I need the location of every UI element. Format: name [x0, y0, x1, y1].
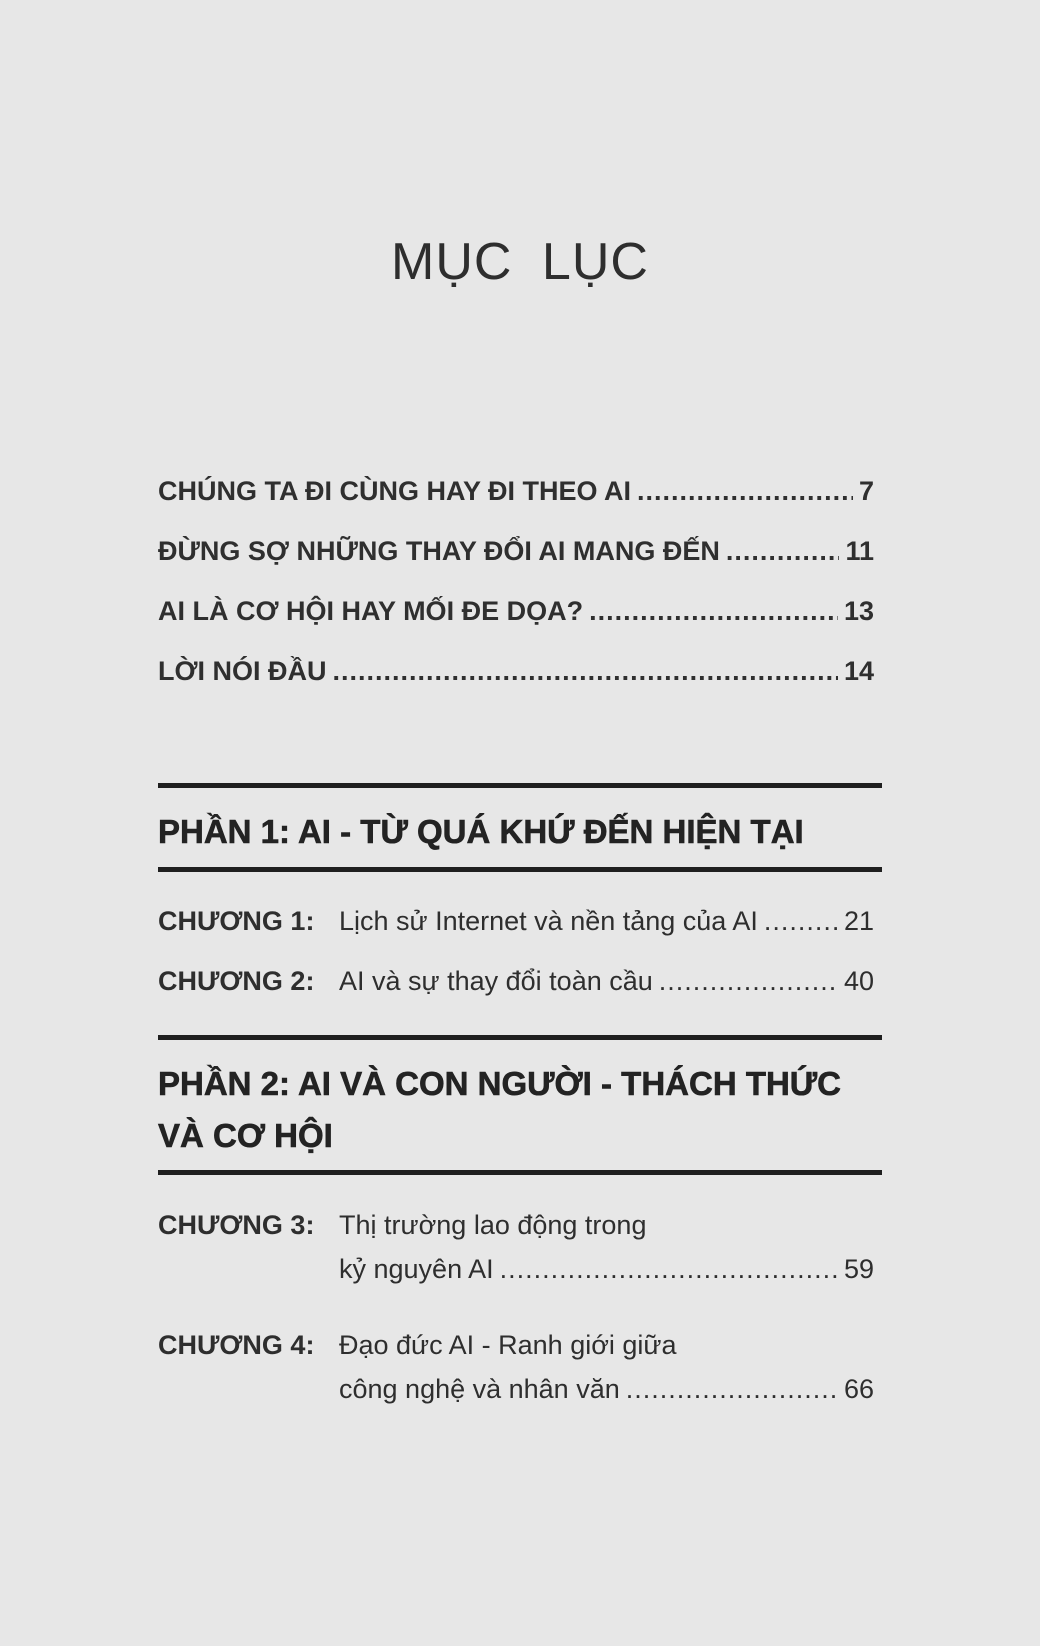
toc-entry[interactable] — [158, 476, 874, 516]
chapter-title: AI và sự thay đổi toàn cầu — [339, 966, 653, 996]
part-title[interactable] — [158, 806, 874, 858]
chapter-page: 40 — [843, 966, 874, 996]
dot-leader — [637, 476, 853, 507]
chapter-label: CHƯƠNG 1: — [158, 906, 315, 936]
dot-leader — [333, 656, 838, 687]
part-title-line: PHẦN 2: AI VÀ CON NGƯỜI - THÁCH THỨC — [158, 1065, 842, 1102]
toc-entry-label: ĐỪNG SỢ NHỮNG THAY ĐỔI AI MANG ĐẾN — [158, 536, 720, 566]
toc-entry-label: CHÚNG TA ĐI CÙNG HAY ĐI THEO AI — [158, 476, 632, 506]
toc-entry[interactable] — [158, 656, 874, 696]
part-divider — [158, 1170, 882, 1175]
chapter-title-cont: công nghệ và nhân văn — [339, 1374, 620, 1404]
chapter-title: Đạo đức AI - Ranh giới giữa — [339, 1330, 677, 1360]
toc-entry[interactable] — [158, 536, 874, 576]
toc-entry-page: 14 — [843, 656, 874, 686]
toc-entry-label: AI LÀ CƠ HỘI HAY MỐI ĐE DỌA? — [158, 596, 584, 626]
dot-leader — [500, 1254, 838, 1285]
chapter-label: CHƯƠNG 2: — [158, 966, 315, 996]
page-title: MỤC LỤC — [391, 233, 649, 291]
chapter-label: CHƯƠNG 4: — [158, 1330, 315, 1360]
part-divider — [158, 783, 882, 788]
chapter-title: Lịch sử Internet và nền tảng của AI — [339, 906, 758, 936]
toc-entry[interactable] — [158, 596, 874, 636]
dot-leader — [626, 1374, 838, 1405]
part-divider — [158, 1035, 882, 1040]
chapter-page: 66 — [843, 1374, 874, 1404]
toc-entry-label: LỜI NÓI ĐẦU — [158, 656, 327, 686]
chapter-label: CHƯƠNG 3: — [158, 1210, 315, 1240]
part-divider — [158, 867, 882, 872]
chapter-title: Thị trường lao động trong — [339, 1210, 647, 1240]
part-title[interactable] — [158, 1058, 874, 1162]
toc-entry-page: 13 — [843, 596, 874, 626]
chapter-page: 59 — [843, 1254, 874, 1284]
toc-entry-page: 7 — [858, 476, 874, 506]
dot-leader — [589, 596, 838, 627]
chapter-page: 21 — [843, 906, 874, 936]
chapter-title-cont: kỷ nguyên AI — [339, 1254, 494, 1284]
dot-leader — [726, 536, 840, 567]
dot-leader — [764, 906, 838, 937]
part-title-line: PHẦN 1: AI - TỪ QUÁ KHỨ ĐẾN HIỆN TẠI — [158, 813, 804, 850]
part-title-line: VÀ CƠ HỘI — [158, 1117, 333, 1154]
toc-entry-page: 11 — [845, 536, 874, 566]
dot-leader — [659, 966, 838, 997]
